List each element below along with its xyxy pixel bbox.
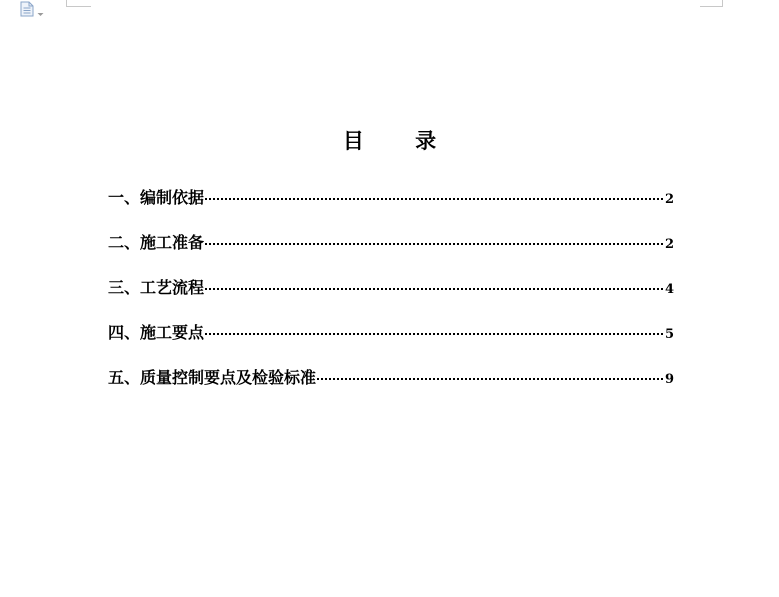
dot-leader <box>205 333 663 335</box>
document-icon <box>20 1 34 21</box>
toc-entry-3[interactable] <box>108 275 674 320</box>
toc-entry-label: 五、质量控制要点及检验标准 <box>108 368 317 387</box>
dot-leader <box>317 378 663 380</box>
toc-entry-5[interactable] <box>108 365 674 410</box>
toc-entry-label: 四、施工要点 <box>108 323 205 342</box>
table-of-contents <box>108 185 674 410</box>
caret-down-icon <box>37 2 44 21</box>
toc-entry-1[interactable] <box>108 185 674 230</box>
toc-entry-page: 2 <box>664 237 674 252</box>
page-margin-mark-right <box>700 0 723 7</box>
dot-leader <box>205 288 663 290</box>
toc-entry-page: 2 <box>664 192 674 207</box>
toc-entry-page: 9 <box>664 372 674 387</box>
toc-entry-label: 一、编制依据 <box>108 188 205 207</box>
dot-leader <box>205 198 663 200</box>
toc-entry-4[interactable] <box>108 320 674 365</box>
toc-entry-page: 5 <box>664 327 674 342</box>
document-menu-button[interactable] <box>20 2 56 20</box>
toc-entry-label: 二、施工准备 <box>108 233 205 252</box>
toc-entry-2[interactable] <box>108 230 674 275</box>
page-margin-mark-left <box>66 0 91 7</box>
toc-entry-label: 三、工艺流程 <box>108 278 205 297</box>
dot-leader <box>205 243 663 245</box>
toc-title: 目 录 <box>342 128 459 153</box>
toc-entry-page: 4 <box>664 282 674 297</box>
